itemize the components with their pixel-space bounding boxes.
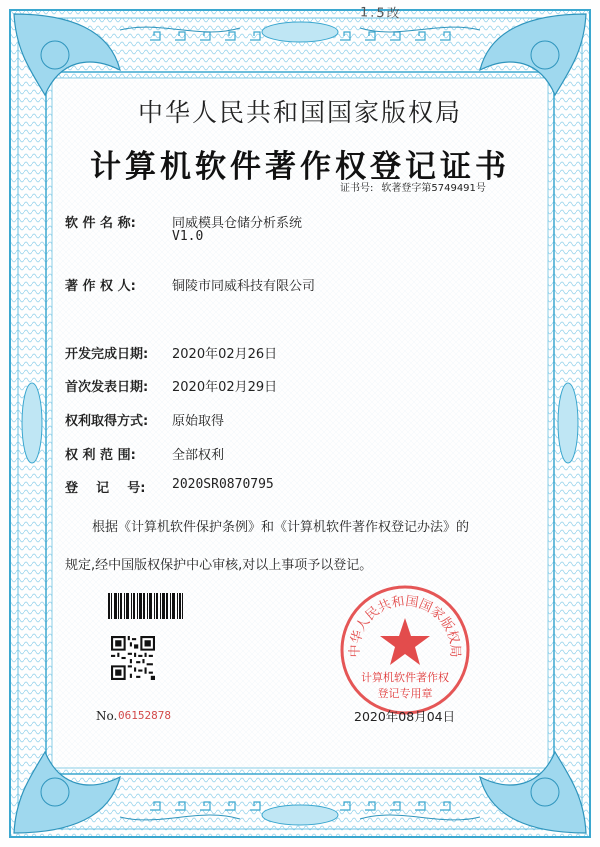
certificate-number — [340, 179, 486, 194]
rights-scope-label: 权 利 范 围: — [65, 448, 136, 463]
registration-number-label: 登 记 号: — [65, 481, 146, 496]
software-version: V1.0 — [172, 229, 204, 244]
qr-code — [111, 636, 155, 680]
acquisition-method-value: 原始取得 — [172, 414, 225, 429]
completion-date-value: 2020年02月26日 — [172, 347, 278, 362]
handwritten-note: 1.5改 — [359, 5, 402, 22]
seal-arc-text: 中华人民共和国国家版权局 — [347, 594, 463, 658]
acquisition-method-label: 权利取得方式: — [65, 414, 149, 429]
seal-line-2: 登记专用章 — [377, 687, 433, 700]
publish-date-value: 2020年02月29日 — [172, 380, 278, 395]
serial-number-label: No. — [96, 709, 118, 723]
barcode — [108, 593, 183, 619]
serial-number-value: 06152878 — [118, 709, 171, 722]
seal-line-1: 计算机软件著作权 — [361, 671, 449, 684]
certificate-title: 计算机软件著作权登记证书 — [90, 149, 510, 185]
rights-scope-value: 全部权利 — [172, 448, 225, 463]
copyright-holder-value: 铜陵市同威科技有限公司 — [172, 279, 316, 294]
publish-date-label: 首次发表日期: — [65, 380, 149, 395]
certificate-number-label: 证书号: — [340, 183, 374, 194]
issue-date: 2020年08月04日 — [354, 709, 456, 724]
certificate-number-value: 软著登字第5749491号 — [381, 183, 486, 194]
statement-line-1: 根据《计算机软件保护条例》和《计算机软件著作权登记办法》的 — [92, 520, 470, 535]
software-name-label: 软 件 名 称: — [65, 216, 136, 231]
completion-date-label: 开发完成日期: — [65, 347, 149, 362]
seal-star-icon — [380, 618, 430, 665]
software-name-value: 同威模具仓储分析系统 — [172, 216, 303, 231]
issuing-authority: 中华人民共和国国家版权局 — [137, 98, 462, 127]
registration-number-value: 2020SR0870795 — [172, 477, 274, 492]
statement-line-2: 规定,经中国版权保护中心审核,对以上事项予以登记。 — [65, 558, 373, 573]
copyright-holder-label: 著 作 权 人: — [65, 279, 136, 294]
